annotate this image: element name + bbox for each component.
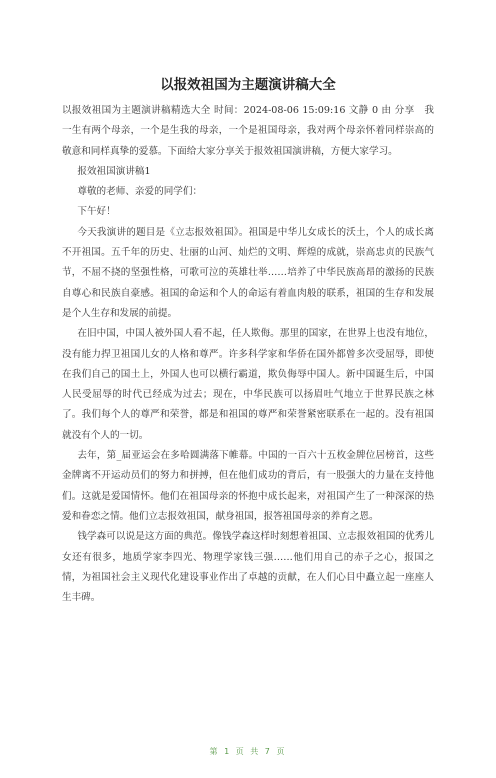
paragraph: 报效祖国演讲稿1 (77, 165, 151, 177)
paragraph: 去年，第_届亚运会在多哈圆满落下帷幕。中国的一百六十五枚金牌位居榜首，这些金牌离不开运动员们的努力和拼搏，但在他们成功的背后，有一股强大的力量在支持他们。这就是爱国情怀。他们在祖国母亲的怀抱中成长起来，对祖国产生了一种深深的热爱和眷恋之情。他们立志报效祖国，献身祖国，报答祖国母亲的养育之恩。 (62, 450, 434, 522)
document-page (0, 76, 496, 778)
page-footer: 第 1 页 共 7 页 (209, 747, 287, 756)
intro-paragraph: 以报效祖国为主题演讲稿精选大全 时间：2024-08-06 15:09:16 文静 0 由 分享 我一生有两个母亲，一个是生我的母亲，一个是祖国母亲，我对两个母亲怀着同样崇高的敬意和同样真挚的爱慕。下面给大家分享关于报效祖国演讲稿，方便大家学习。 (62, 105, 434, 157)
document-title: 以报效祖国为主题演讲稿大全 (160, 77, 336, 93)
paragraph: 下午好！ (77, 206, 116, 218)
paragraph: 钱学森可以说是这方面的典范。像钱学森这样时刻想着祖国、立志报效祖国的优秀儿女还有很多，地质学家李四光、物理学家钱三强……他们用自己的赤子之心，报国之情，为祖国社会主义现代化建设事业作出了卓越的贡献，在人们心目中矗立起一座座人生丰碑。 (62, 531, 434, 604)
paragraph: 今天我演讲的题目是《立志报效祖国》。祖国是中华儿女成长的沃土，个人的成长离不开祖国。五千年的历史、壮丽的山河、灿烂的文明、辉煌的成就，崇高忠贞的民族气节，不屈不挠的坚强性格，可歌可泣的英雄壮举……培养了中华民族高昂的激扬的民族自尊心和民族自豪感。祖国的命运和个人的命运有着血肉般的联系，祖国的生存和发展是个人生存和发展的前提。 (62, 226, 434, 319)
paragraph: 尊敬的老师、亲爱的同学们： (77, 186, 203, 198)
paragraph: 在旧中国，中国人被外国人看不起，任人欺侮。那里的国家，在世界上也没有地位，没有能力捍卫祖国儿女的人格和尊严。许多科学家和华侨在国外都曾多次受屈辱，即使在我们自己的国土上，外国人也可以横行霸道，欺负侮辱中国人。新中国诞生后，中国人民受屈辱的时代已经成为过去；现在，中华民族可以扬眉吐气地立于世界民族之林了。我们每个人的尊严和荣誉，都是和祖国的尊严和荣誉紧密联系在一起的。没有祖国就没有个人的一切。 (62, 328, 434, 441)
document-body (62, 101, 434, 608)
